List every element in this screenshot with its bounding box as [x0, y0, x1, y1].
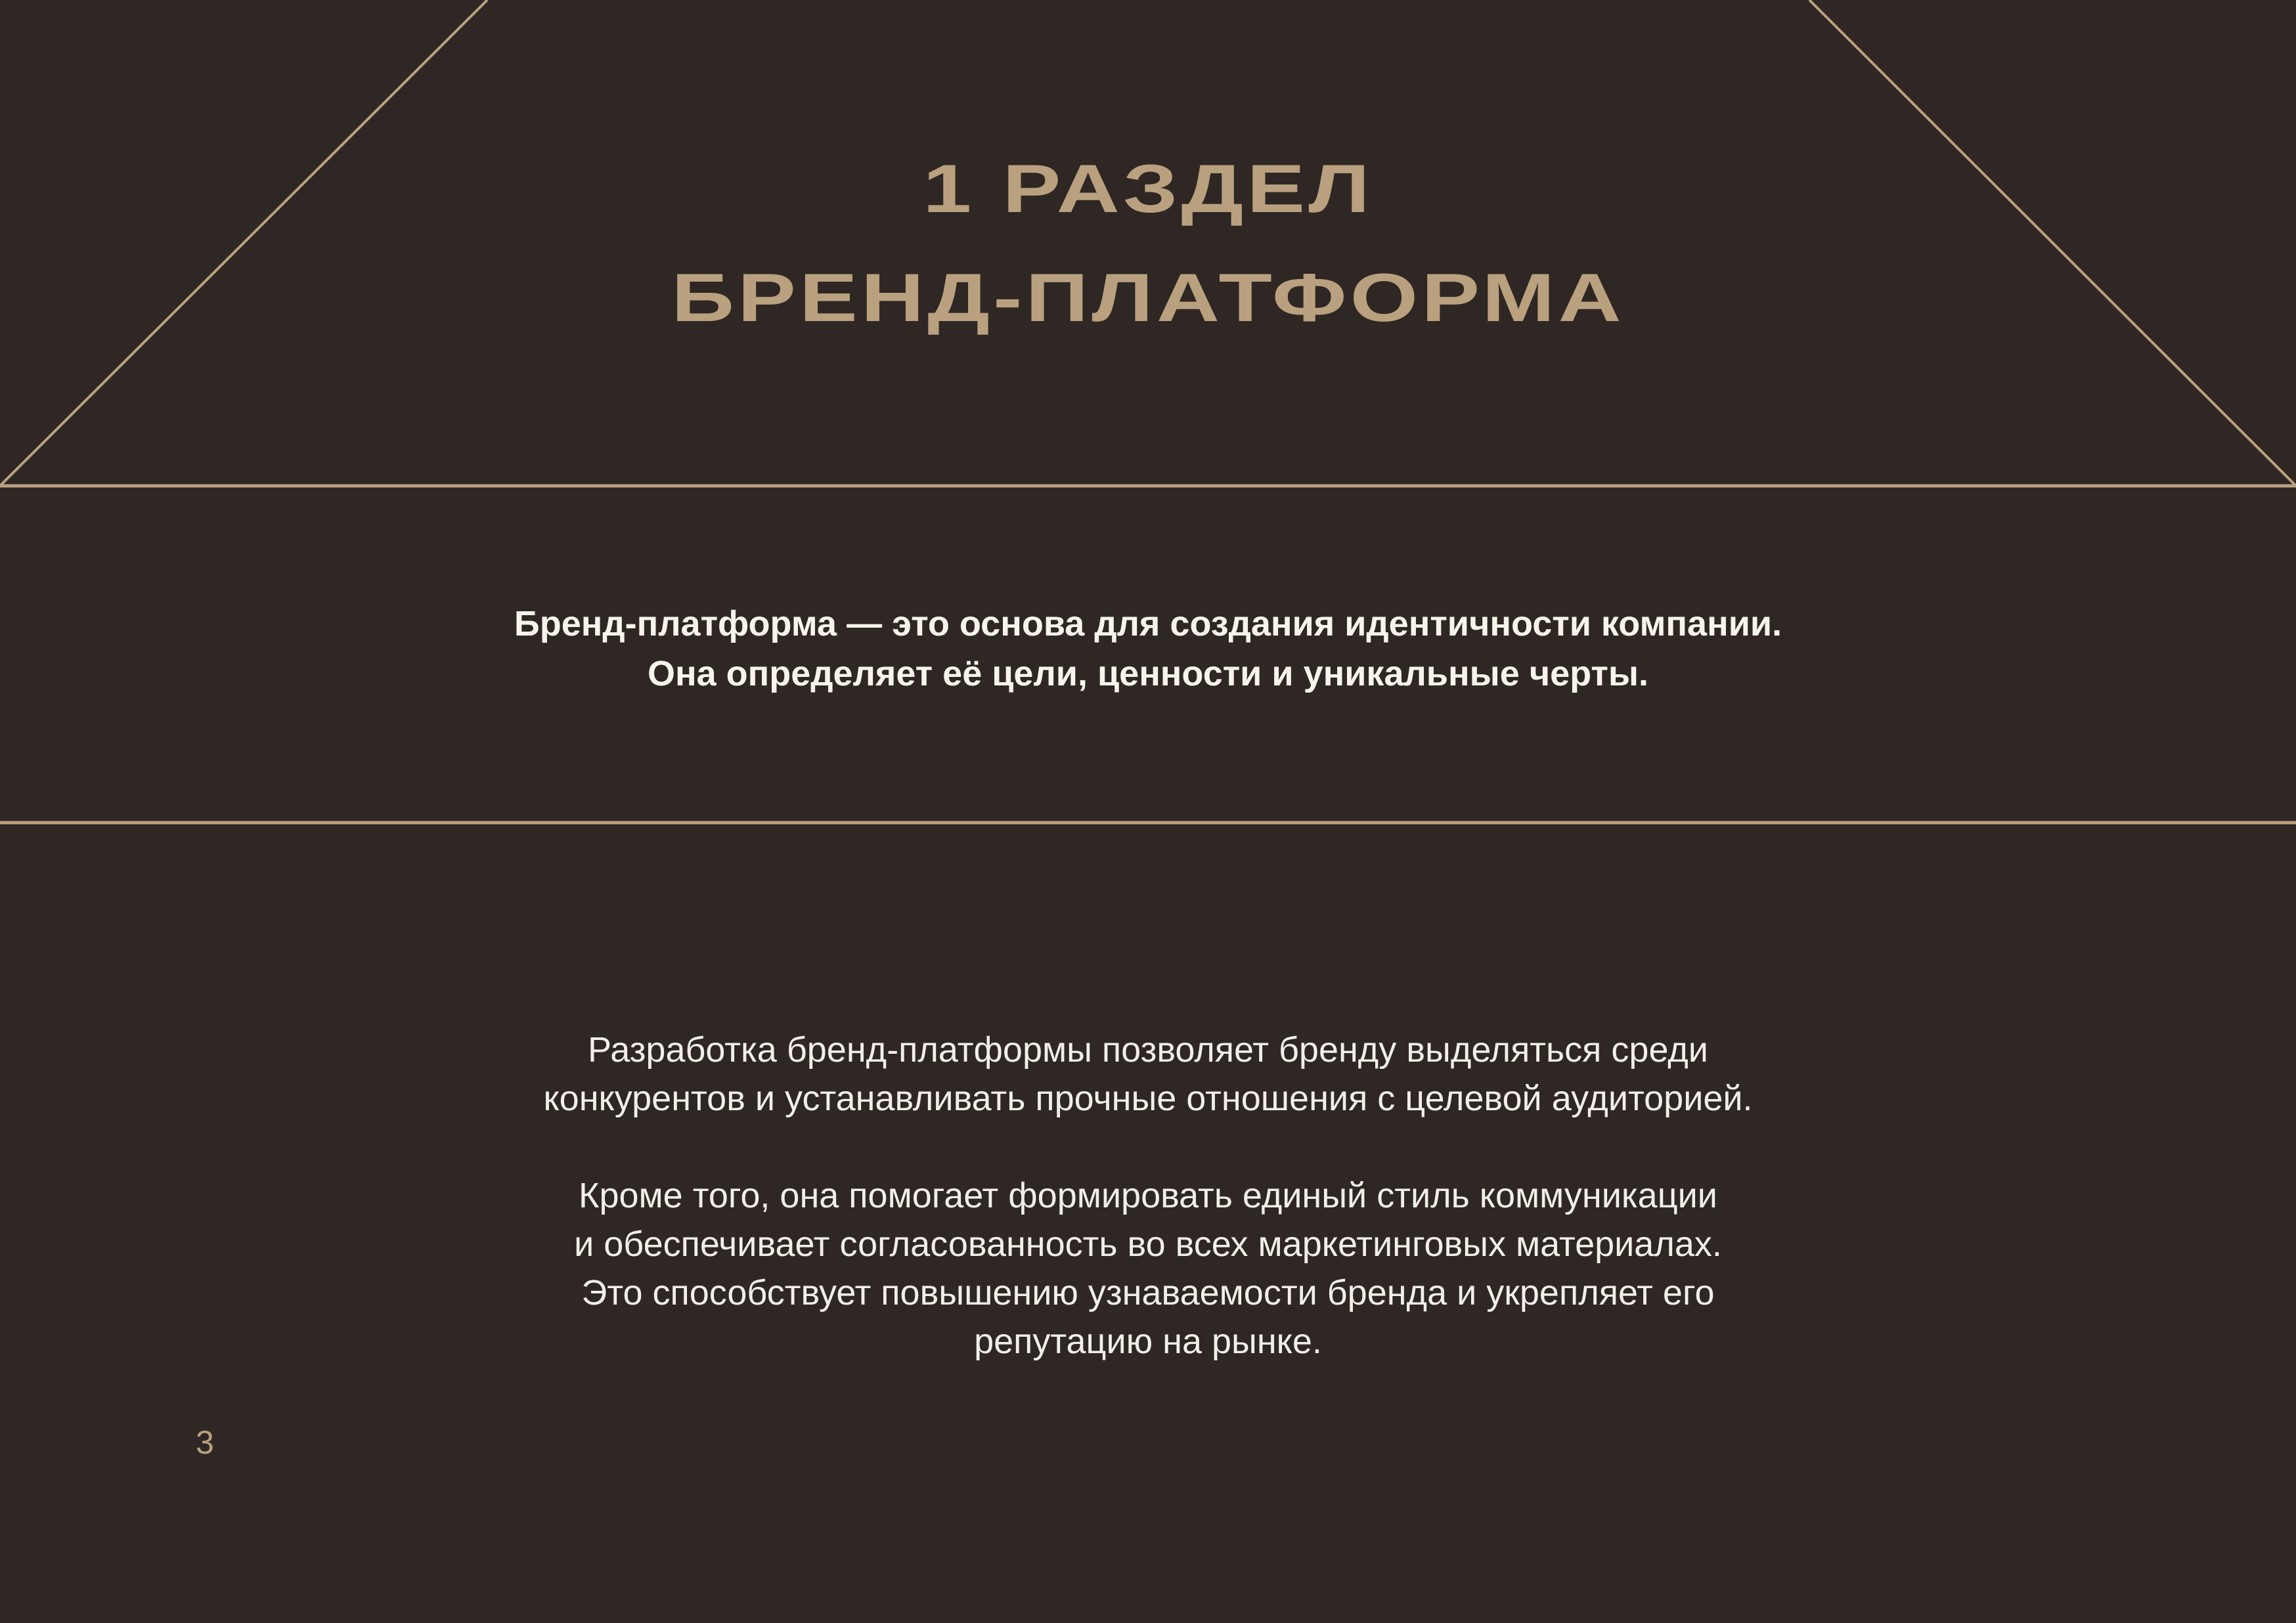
- body-line: Разработка бренд-платформы позволяет бренду выделяться среди: [588, 1030, 1708, 1070]
- lead-paragraph: [0, 599, 2296, 699]
- triangle-right-edge: [1809, 0, 2296, 486]
- body-text: [0, 1026, 2296, 1366]
- body-line: и обеспечивает согласованность во всех маркетинговых материалах.: [574, 1224, 1722, 1264]
- body-line: репутацию на рынке.: [974, 1322, 1322, 1361]
- section-label: 1 РАЗДЕЛ: [923, 151, 1373, 227]
- body-line: Кроме того, она помогает формировать единый стиль коммуникации: [579, 1176, 1717, 1215]
- triangle-left-edge: [0, 0, 487, 486]
- body-line: конкурентов и устанавливать прочные отношения с целевой аудиторией.: [543, 1079, 1753, 1118]
- section-title: БРЕНД-ПЛАТФОРМА: [671, 260, 1625, 336]
- page-number: 3: [196, 1424, 214, 1461]
- lead-line: Бренд-платформа — это основа для создания идентичности компании.: [514, 604, 1782, 643]
- body-line: Это способствует повышению узнаваемости бренда и укрепляет его: [581, 1273, 1715, 1312]
- lead-line: Она определяет её цели, ценности и уникальные черты.: [648, 654, 1648, 693]
